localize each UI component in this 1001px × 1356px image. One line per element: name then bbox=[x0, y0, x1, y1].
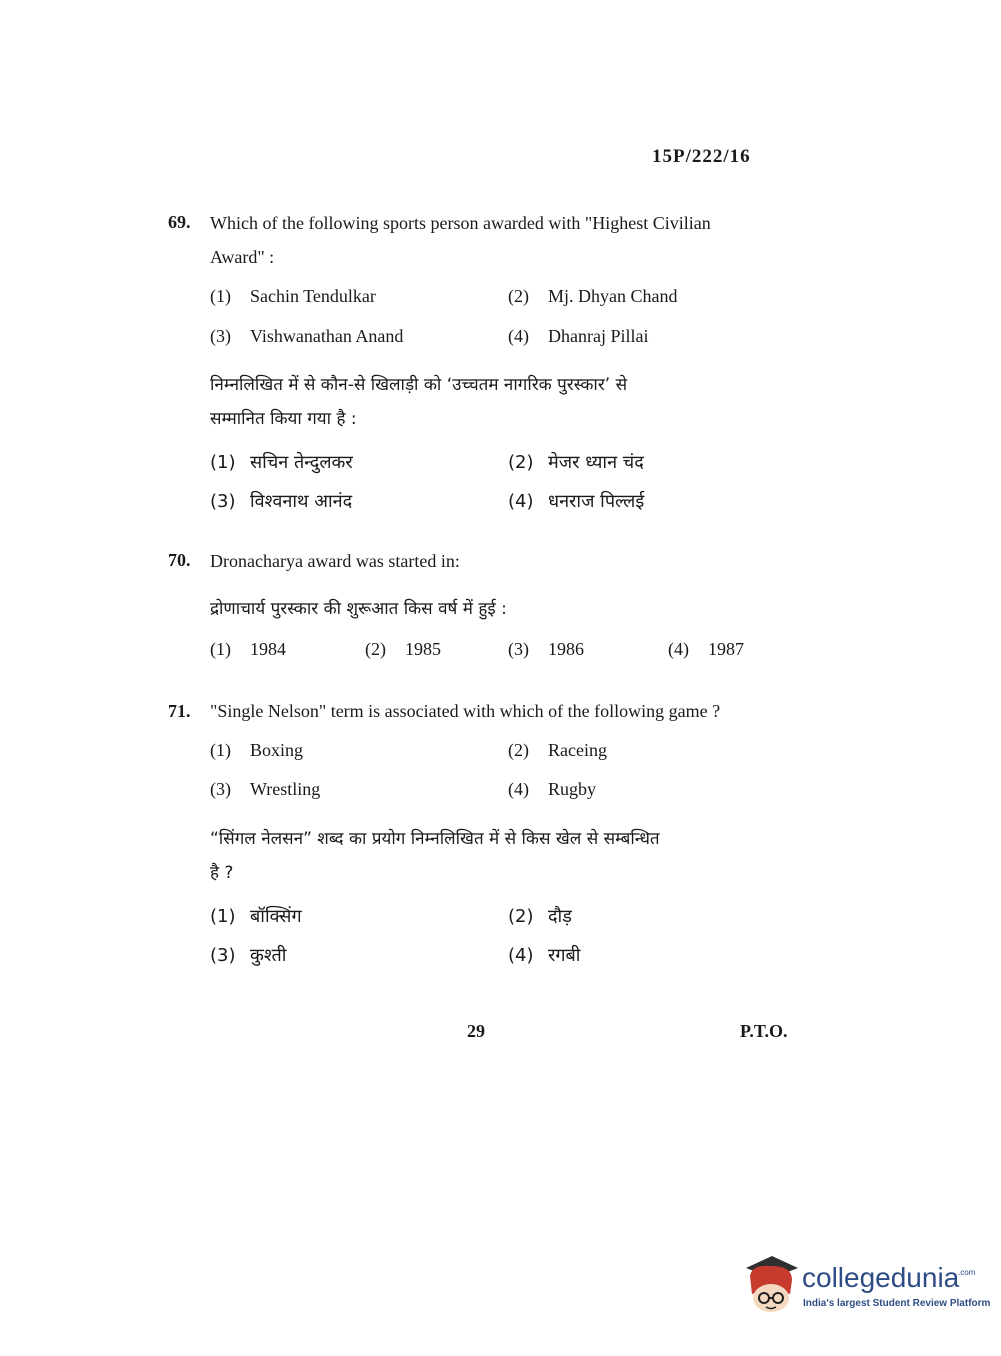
question-69-text-line2: Award" : bbox=[210, 247, 275, 267]
question-69-text-line1: Which of the following sports person awarded with "Highest Civilian bbox=[210, 213, 711, 233]
question-71-hindi-line1: “सिंगल नेलसन” शब्द का प्रयोग निम्नलिखित में से किस खेल से सम्बन्धित bbox=[210, 829, 660, 849]
q71-hindi-option-1: (1) बॉक्सिंग bbox=[210, 906, 302, 927]
q69-option-2: (2) Mj. Dhyan Chand bbox=[508, 286, 678, 306]
q71-option-2: (2) Raceing bbox=[508, 740, 607, 760]
question-69-hindi-line1: निम्नलिखित में से कौन-से खिलाड़ी को ‘उच्चतम नागरिक पुरस्कार’ से bbox=[210, 375, 628, 395]
q71-option-3: (3) Wrestling bbox=[210, 779, 321, 799]
logo-name: collegedunia bbox=[802, 1262, 960, 1293]
question-71-number: 71. bbox=[168, 701, 191, 721]
question-70-number: 70. bbox=[168, 550, 191, 570]
q69-hindi-option-3: (3) विश्वनाथ आनंद bbox=[210, 491, 353, 512]
q70-option-2: (2) 1985 bbox=[365, 639, 441, 659]
q70-option-4: (4) 1987 bbox=[668, 639, 744, 659]
pto-label: P.T.O. bbox=[740, 1021, 788, 1041]
mascot-icon bbox=[742, 1254, 800, 1314]
q71-hindi-option-3: (3) कुश्ती bbox=[210, 945, 287, 966]
q69-option-3: (3) Vishwanathan Anand bbox=[210, 326, 404, 346]
paper-code: 15P/222/16 bbox=[652, 146, 751, 167]
question-70-text: Dronacharya award was started in: bbox=[210, 551, 460, 571]
logo-suffix: .com bbox=[958, 1268, 976, 1277]
q71-hindi-option-2: (2) दौड़ bbox=[508, 906, 572, 927]
question-71-hindi-line2: है ? bbox=[210, 863, 234, 883]
page-number: 29 bbox=[467, 1021, 485, 1041]
question-71-text: "Single Nelson" term is associated with which of the following game ? bbox=[210, 701, 721, 721]
question-69-hindi-line2: सम्मानित किया गया है : bbox=[210, 409, 357, 429]
question-69-number: 69. bbox=[168, 212, 191, 232]
q69-option-4: (4) Dhanraj Pillai bbox=[508, 326, 649, 346]
q70-option-3: (3) 1986 bbox=[508, 639, 584, 659]
q71-option-4: (4) Rugby bbox=[508, 779, 597, 799]
q71-hindi-option-4: (4) रगबी bbox=[508, 945, 581, 966]
question-70-hindi: द्रोणाचार्य पुरस्कार की शुरूआत किस वर्ष में हुई : bbox=[210, 599, 507, 619]
q69-hindi-option-2: (2) मेजर ध्यान चंद bbox=[508, 452, 644, 473]
q71-option-1: (1) Boxing bbox=[210, 740, 304, 760]
q70-option-1: (1) 1984 bbox=[210, 639, 286, 659]
q69-hindi-option-4: (4) धनराज पिल्लई bbox=[508, 491, 645, 512]
q69-hindi-option-1: (1) सचिन तेन्दुलकर bbox=[210, 452, 353, 473]
logo-tagline: India's largest Student Review Platform bbox=[803, 1298, 991, 1309]
q69-option-1: (1) Sachin Tendulkar bbox=[210, 286, 376, 306]
